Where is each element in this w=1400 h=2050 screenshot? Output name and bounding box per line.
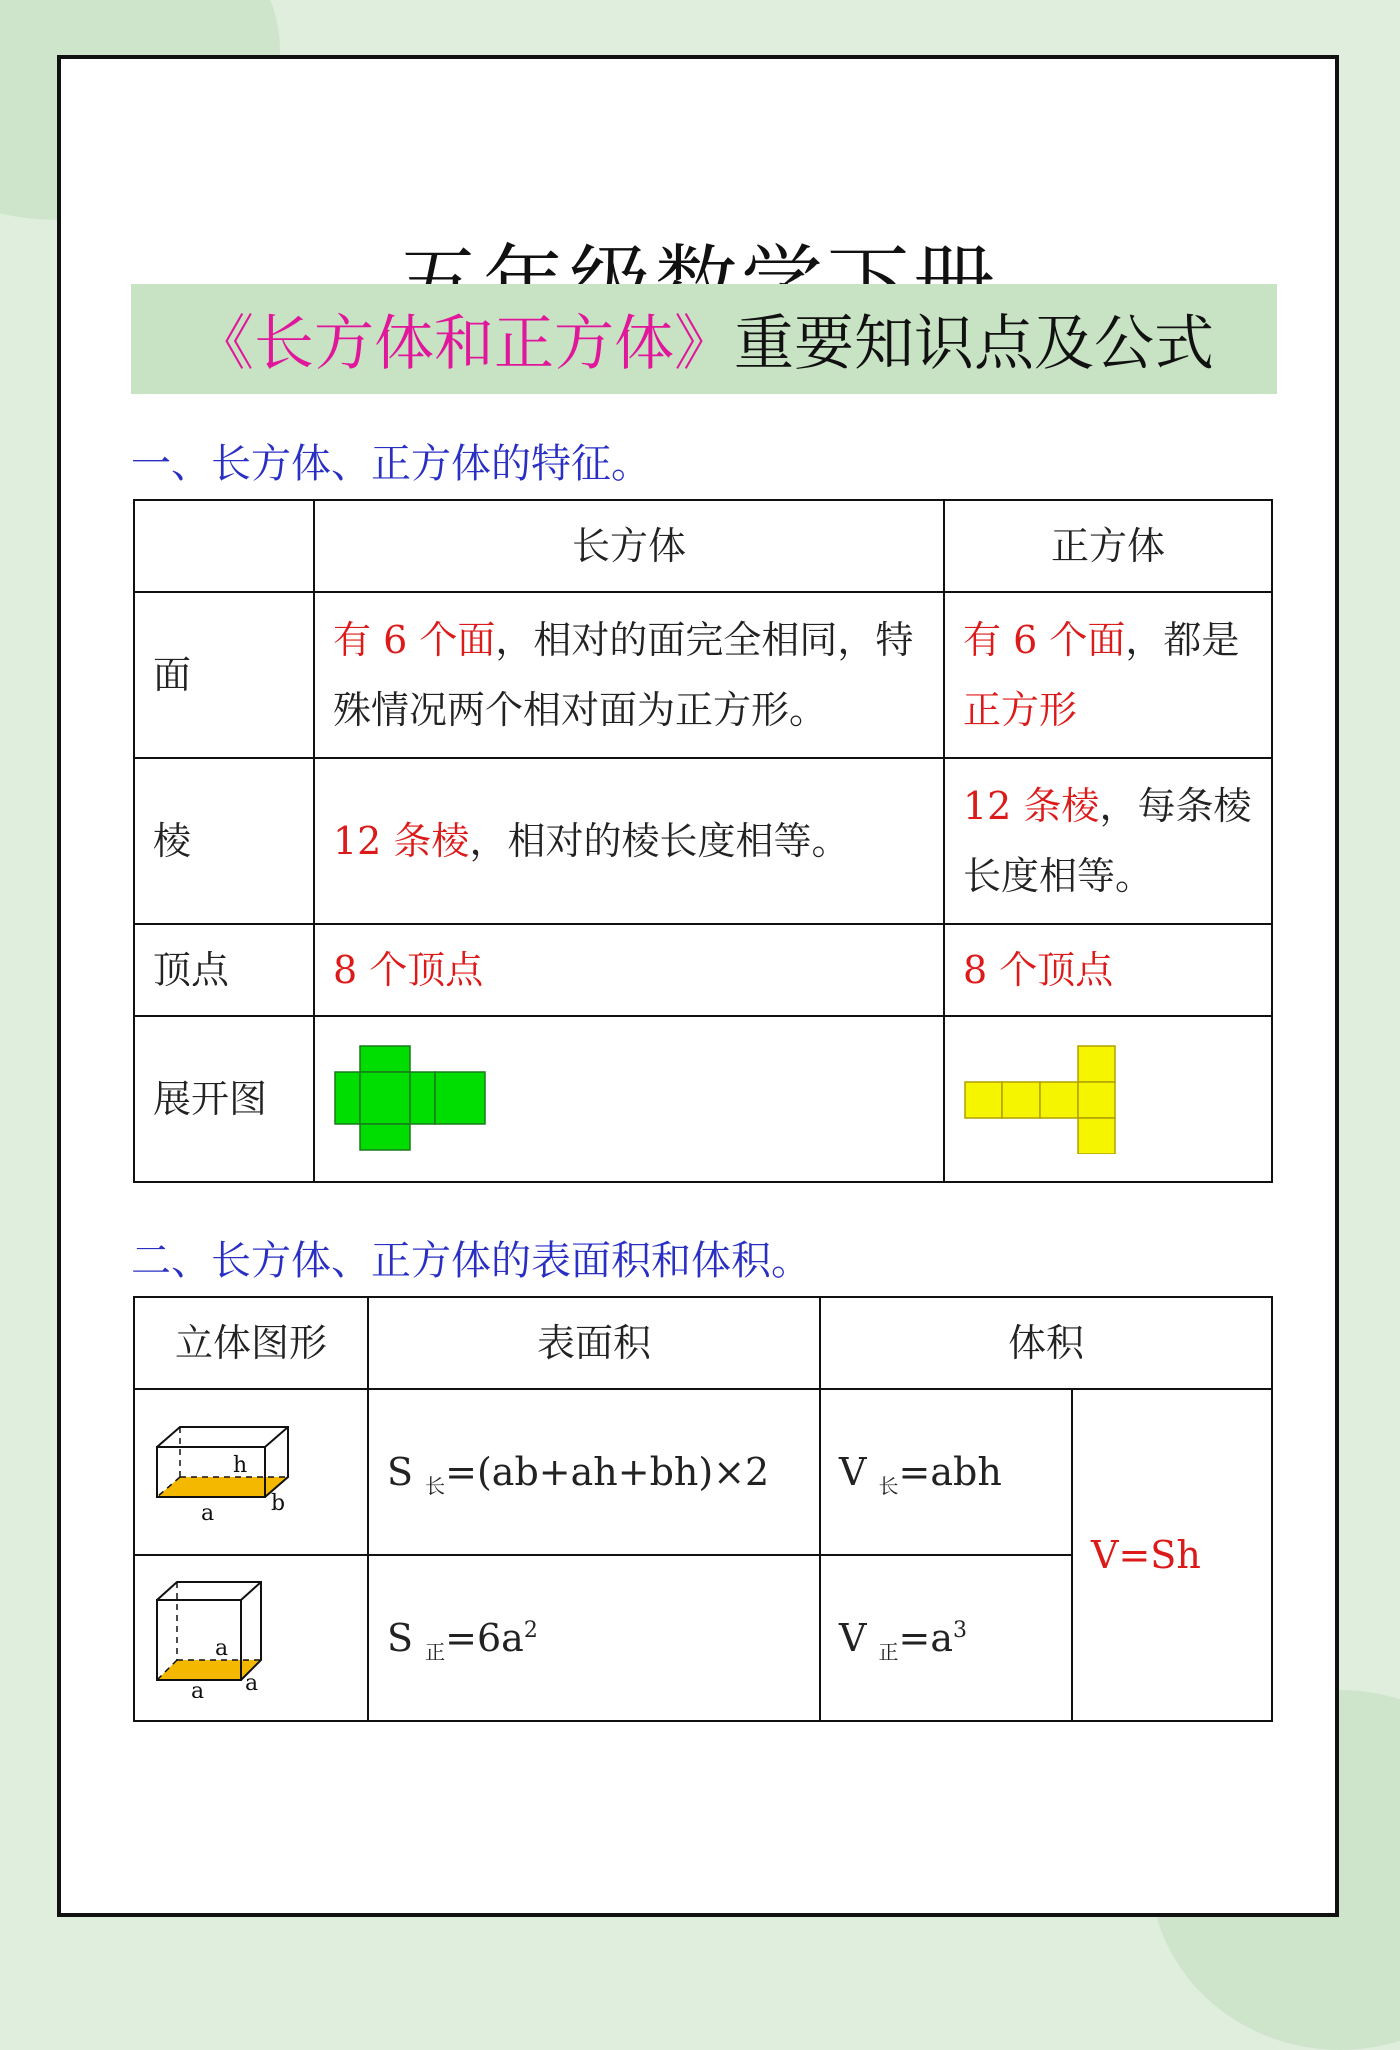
cuboid-volume-expression: =abh (898, 1449, 1002, 1494)
header-cell-cuboid: 长方体 (314, 500, 944, 592)
cube-faces-cell (944, 592, 1272, 758)
cuboid-net-face-6 (360, 1124, 410, 1150)
table-row-nets (134, 1016, 1272, 1182)
cube-edges-desc: ，每条棱长度相等。 (963, 783, 1252, 898)
cuboid-net-face-2 (335, 1072, 360, 1124)
cuboid-faces-count: 有 6 个面 (333, 617, 496, 662)
row-label-edges: 棱 (134, 758, 314, 924)
cube-edge-label-height: a (215, 1636, 229, 1661)
cuboid-volume-symbol: V (839, 1449, 867, 1494)
cube-net-face-2 (965, 1082, 1002, 1118)
section-heading-features: 一、长方体、正方体的特征。 (131, 441, 651, 487)
cube-net-face-5 (1078, 1082, 1115, 1118)
cube-area-expression: =6a (445, 1615, 524, 1660)
cube-net-cell (944, 1016, 1272, 1182)
cube-faces-desc: ，都是 (1125, 617, 1240, 662)
header-cell-volume: 体积 (820, 1297, 1272, 1389)
cuboid-net-face-1 (360, 1046, 410, 1072)
section-heading-formulas: 二、长方体、正方体的表面积和体积。 (131, 1238, 811, 1284)
cube-faces-shape: 正方形 (963, 688, 1078, 732)
header-cell-solid: 立体图形 (134, 1297, 368, 1389)
cuboid-volume-subscript: 长 (878, 1473, 899, 1498)
cuboid-area-symbol: S (387, 1449, 414, 1494)
cube-vertices-count: 8 个顶点 (944, 924, 1272, 1016)
table-row-vertices (134, 924, 1272, 1016)
cube-volume-superscript: 3 (953, 1617, 968, 1643)
cube-net-face-3 (1002, 1082, 1040, 1118)
cuboid-net-face-4 (410, 1072, 435, 1124)
cube-edges-cell (944, 758, 1272, 924)
cube-surface-area-formula (368, 1555, 820, 1721)
cuboid-figure-cell (134, 1389, 368, 1555)
cube-figure-cell (134, 1555, 368, 1721)
cuboid-width-label: b (271, 1491, 286, 1516)
cuboid-net-diagram (333, 1044, 493, 1154)
cube-area-symbol: S (387, 1615, 414, 1660)
header-cell-empty (134, 500, 314, 592)
cuboid-faces-cell (314, 592, 944, 758)
table-row-edges (134, 758, 1272, 924)
cube-sketch (153, 1578, 293, 1698)
cube-volume-expression: =a (898, 1615, 954, 1660)
subtitle-text: 重要知识点及公式 (734, 309, 1214, 379)
cube-volume-formula (820, 1555, 1072, 1721)
cube-edge-label-width: a (245, 1671, 259, 1696)
cuboid-edges-desc: ，相对的棱长度相等。 (469, 818, 850, 863)
cuboid-area-expression: =(ab+ah+bh)×2 (445, 1449, 770, 1494)
cube-volume-symbol: V (839, 1615, 867, 1660)
worksheet-page (57, 55, 1339, 1917)
cuboid-faces-desc: ，相对的面完全相同，特殊情况两个相对面为正方形。 (333, 617, 914, 732)
formulas-table (133, 1296, 1273, 1722)
row-label-nets: 展开图 (134, 1016, 314, 1182)
cube-edge-label-length: a (191, 1679, 205, 1698)
cube-volume-subscript: 正 (878, 1639, 899, 1664)
cuboid-net-cell (314, 1016, 944, 1182)
cuboid-surface-area-formula (368, 1389, 820, 1555)
row-label-faces: 面 (134, 592, 314, 758)
cube-net-face-4 (1040, 1082, 1078, 1118)
cuboid-edges-count: 12 条棱 (333, 818, 470, 863)
cube-net-face-1 (1078, 1046, 1115, 1082)
cuboid-net-face-3 (360, 1072, 410, 1124)
table-row-faces (134, 592, 1272, 758)
cuboid-area-subscript: 长 (425, 1473, 446, 1498)
subtitle-banner (131, 284, 1277, 394)
cuboid-volume-formula (820, 1389, 1072, 1555)
cube-net-face-6 (1078, 1118, 1115, 1154)
cuboid-vertices-count: 8 个顶点 (314, 924, 944, 1016)
cube-area-subscript: 正 (425, 1639, 446, 1664)
cube-faces-count: 有 6 个面 (963, 617, 1126, 662)
header-cell-surface-area: 表面积 (368, 1297, 820, 1389)
subtitle-book-name: 《长方体和正方体》 (194, 309, 734, 379)
features-table (133, 499, 1273, 1183)
cuboid-height-label: h (233, 1453, 248, 1478)
cuboid-net-face-5 (435, 1072, 485, 1124)
header-cell-cube: 正方体 (944, 500, 1272, 592)
cuboid-sketch (153, 1417, 293, 1527)
formula-header-row (134, 1297, 1272, 1389)
cuboid-edges-cell (314, 758, 944, 924)
cube-net-diagram (963, 1044, 1123, 1154)
general-volume-formula: V=Sh (1072, 1389, 1272, 1721)
cuboid-length-label: a (201, 1501, 215, 1526)
cube-area-superscript: 2 (523, 1617, 538, 1643)
cube-edges-count: 12 条棱 (963, 783, 1100, 828)
table-header-row (134, 500, 1272, 592)
row-label-vertices: 顶点 (134, 924, 314, 1016)
formula-row-cuboid (134, 1389, 1272, 1555)
